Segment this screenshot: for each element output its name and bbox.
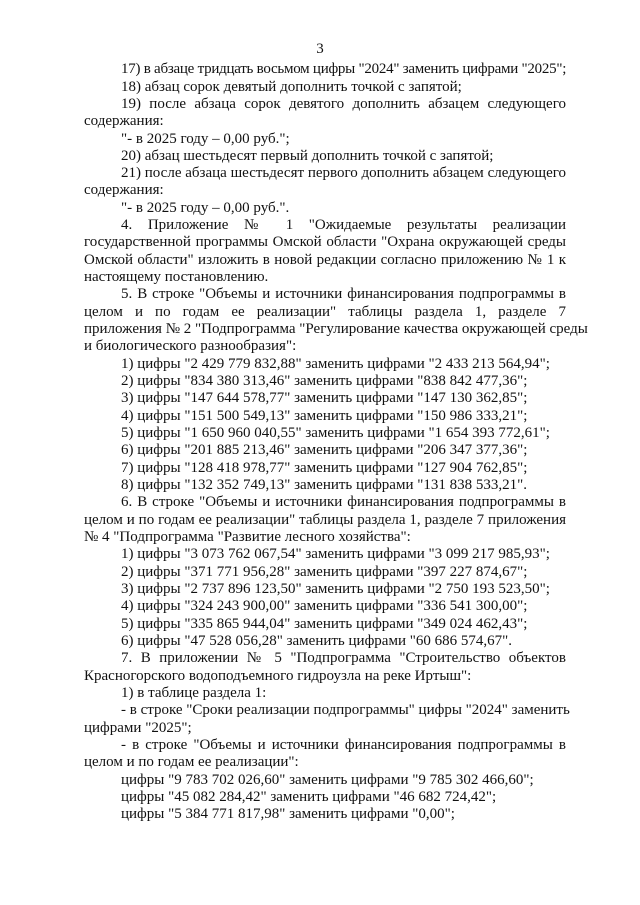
text-line: 5. В строке "Объемы и источники финансирования подпрограммы в — [121, 286, 566, 302]
list-item: цифры "5 384 771 817,98" заменить цифрами "0,00"; — [121, 806, 455, 822]
text-line: цифрами "2025"; — [84, 720, 192, 736]
list-item: 7) цифры "128 418 978,77" заменить цифрами "127 904 762,85"; — [121, 460, 528, 476]
text-line: Красногорского водоподъемного гидроузла на реке Иртыш": — [84, 668, 472, 684]
text-line: 1) в таблице раздела 1: — [121, 685, 267, 701]
text-line: - в строке "Объемы и источники финансирования подпрограммы в — [121, 737, 566, 753]
text-line: содержания: — [84, 113, 164, 129]
list-item: 2) цифры "834 380 313,46" заменить цифрами "838 842 477,36"; — [121, 373, 528, 389]
list-item: 5) цифры "335 865 944,04" заменить цифрами "349 024 462,43"; — [121, 616, 528, 632]
text-line: 18) абзац сорок девятый дополнить точкой с запятой; — [121, 79, 462, 95]
text-line: целом и по годам ее реализации": — [84, 754, 299, 770]
list-item: 4) цифры "324 243 900,00" заменить цифрами "336 541 300,00"; — [121, 598, 528, 614]
text-line: 17) в абзаце тридцать восьмом цифры "2024" заменить цифрами "2025"; — [121, 61, 567, 77]
text-line: 19) после абзаца сорок девятого дополнить абзацем следующего — [121, 96, 566, 112]
text-line: - в строке "Сроки реализации подпрограммы" цифры "2024" заменить — [121, 702, 570, 718]
list-item: 8) цифры "132 352 749,13" заменить цифрами "131 838 533,21". — [121, 477, 527, 493]
list-item: 6) цифры "47 528 056,28" заменить цифрами "60 686 574,67". — [121, 633, 512, 649]
text-line: № 4 "Подпрограмма "Развитие лесного хозяйства": — [84, 529, 411, 545]
list-item: цифры "45 082 284,42" заменить цифрами "46 682 724,42"; — [121, 789, 497, 805]
list-item: цифры "9 783 702 026,60" заменить цифрами "9 785 302 466,60"; — [121, 772, 534, 788]
text-line: содержания: — [84, 182, 164, 198]
text-line: государственной программы Омской области "Охрана окружающей среды — [84, 234, 566, 250]
list-item: 6) цифры "201 885 213,46" заменить цифрами "206 347 377,36"; — [121, 442, 528, 458]
text-line: 6. В строке "Объемы и источники финансирования подпрограммы в — [121, 494, 566, 510]
list-item: 3) цифры "2 737 896 123,50" заменить цифрами "2 750 193 523,50"; — [121, 581, 550, 597]
list-item: 3) цифры "147 644 578,77" заменить цифрами "147 130 362,85"; — [121, 390, 528, 406]
text-line: Омской области" изложить в новой редакции согласно приложению № 1 к — [84, 252, 566, 268]
text-line: "- в 2025 году – 0,00 руб."; — [121, 131, 290, 147]
text-line: настоящему постановлению. — [84, 269, 269, 285]
text-line: 7. В приложении № 5 "Подпрограмма "Строительство объектов — [121, 650, 566, 666]
text-line: 20) абзац шестьдесят первый дополнить точкой с запятой; — [121, 148, 494, 164]
list-item: 1) цифры "3 073 762 067,54" заменить цифрами "3 099 217 985,93"; — [121, 546, 550, 562]
text-line: 4. Приложение № 1 "Ожидаемые результаты реализации — [121, 217, 566, 233]
text-line: приложения № 2 "Подпрограмма "Регулирование качества окружающей среды — [84, 321, 588, 337]
list-item: 5) цифры "1 650 960 040,55" заменить цифрами "1 654 393 772,61"; — [121, 425, 550, 441]
text-line: целом и по годам ее реализации" таблицы раздела 1, разделе 7 — [84, 304, 566, 320]
page-number: 3 — [316, 41, 324, 57]
text-line: "- в 2025 году – 0,00 руб.". — [121, 200, 290, 216]
list-item: 1) цифры "2 429 779 832,88" заменить цифрами "2 433 213 564,94"; — [121, 356, 550, 372]
text-line: целом и по годам ее реализации" таблицы раздела 1, разделе 7 приложения — [84, 512, 566, 528]
list-item: 4) цифры "151 500 549,13" заменить цифрами "150 986 333,21"; — [121, 408, 528, 424]
text-line: 21) после абзаца шестьдесят первого дополнить абзацем следующего — [121, 165, 566, 181]
text-line: и биологического разнообразия": — [84, 338, 297, 354]
list-item: 2) цифры "371 771 956,28" заменить цифрами "397 227 874,67"; — [121, 564, 528, 580]
